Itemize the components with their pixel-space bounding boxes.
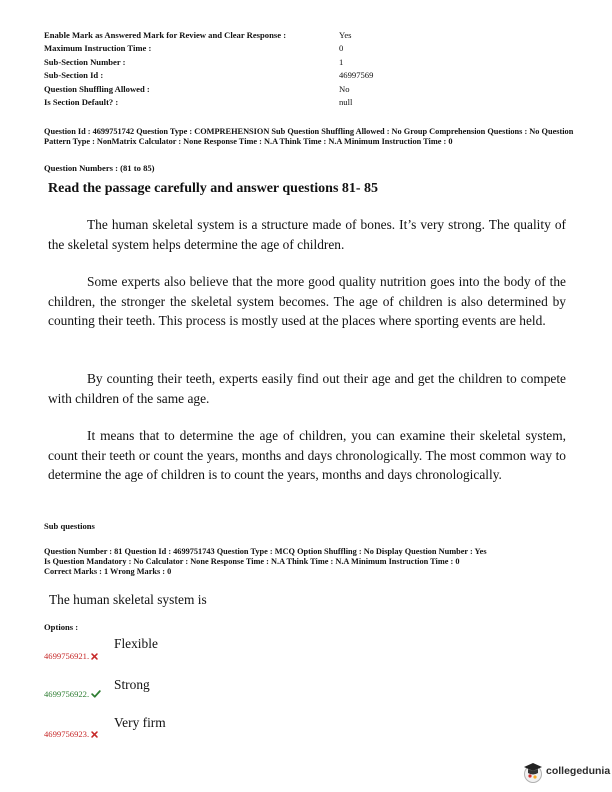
- options-title: Options :: [44, 622, 79, 632]
- cross-icon: [91, 730, 98, 740]
- meta-value: 1: [339, 56, 344, 67]
- passage-paragraph: It means that to determine the age of children, you can examine their skeletal system, count their teeth or count the years, months and days chronologically. The most common way to determine the age of children is to count the years, months and days chronologically.: [48, 428, 566, 482]
- meta-label: Enable Mark as Answered Mark for Review and Clear Response :: [44, 30, 287, 40]
- section-meta-table: [44, 30, 374, 110]
- logo-text: collegedunia: [546, 765, 611, 777]
- meta-label: Is Section Default? :: [44, 96, 119, 107]
- sub-question-info-line: Correct Marks : 1 Wrong Marks : 0: [44, 567, 172, 577]
- passage-paragraph: The human skeletal system is a structure made of bones. It’s very strong. The quality of the skeletal system helps determine the age of children.: [48, 217, 566, 252]
- meta-value: null: [339, 96, 353, 107]
- collegedunia-logo: [522, 758, 612, 788]
- option-id-text: 4699756922.: [44, 689, 90, 699]
- meta-row: [44, 57, 374, 70]
- option-text: Strong: [114, 677, 150, 692]
- meta-value: 0: [339, 43, 344, 54]
- meta-row: [44, 43, 374, 56]
- question-info: Question Id : 4699751742 Question Type : COMPREHENSION Sub Question Shuffling Allowed : No Group Comprehension Questions : No Question Pattern Type : NonMatrix Calculator : None Response Time : N.A Think Time : N.A Minimum Instruction Time : 0: [44, 127, 574, 147]
- option-id-text: 4699756923.: [44, 729, 90, 739]
- meta-row: [44, 84, 374, 97]
- meta-value: 46997569: [339, 70, 374, 81]
- meta-value: Yes: [339, 30, 352, 40]
- meta-label: Sub-Section Id :: [44, 70, 104, 81]
- sub-question-info-line: Is Question Mandatory : No Calculator : None Response Time : N.A Think Time : N.A Minimum Instruction Time : 0: [44, 557, 460, 567]
- question-text: The human skeletal system is: [49, 592, 207, 607]
- option-id: [44, 651, 98, 662]
- meta-row: [44, 70, 374, 83]
- check-icon: [91, 690, 101, 700]
- meta-label: Sub-Section Number :: [44, 56, 126, 67]
- meta-label: Question Shuffling Allowed :: [44, 83, 150, 94]
- passage-title: Read the passage carefully and answer questions 81- 85: [48, 181, 379, 196]
- passage-paragraph: By counting their teeth, experts easily find out their age and get the children to compete with children of the same age.: [48, 371, 566, 406]
- sub-questions-title: Sub questions: [44, 521, 95, 531]
- meta-row: [44, 97, 374, 110]
- option-id: [44, 689, 101, 700]
- option-text: Flexible: [114, 636, 158, 651]
- meta-value: No: [339, 83, 350, 94]
- option-id-text: 4699756921.: [44, 651, 90, 661]
- option-id: [44, 729, 98, 740]
- option-text: Very firm: [114, 715, 166, 730]
- passage-paragraph: Some experts also believe that the more good quality nutrition goes into the body of the children, the stronger the skeletal system becomes. The age of children is also determined by counting their teeth. This process is mostly used at the places where sporting events are held.: [48, 274, 566, 328]
- meta-label: Maximum Instruction Time :: [44, 43, 152, 54]
- meta-row: [44, 30, 374, 43]
- graduation-cap-icon: [522, 760, 544, 784]
- question-numbers: Question Numbers : (81 to 85): [44, 163, 155, 173]
- sub-question-info-line: Question Number : 81 Question Id : 4699751743 Question Type : MCQ Option Shuffling : No Display Question Number : Yes: [44, 547, 487, 556]
- sub-question-info: [44, 547, 574, 578]
- cross-icon: [91, 652, 98, 662]
